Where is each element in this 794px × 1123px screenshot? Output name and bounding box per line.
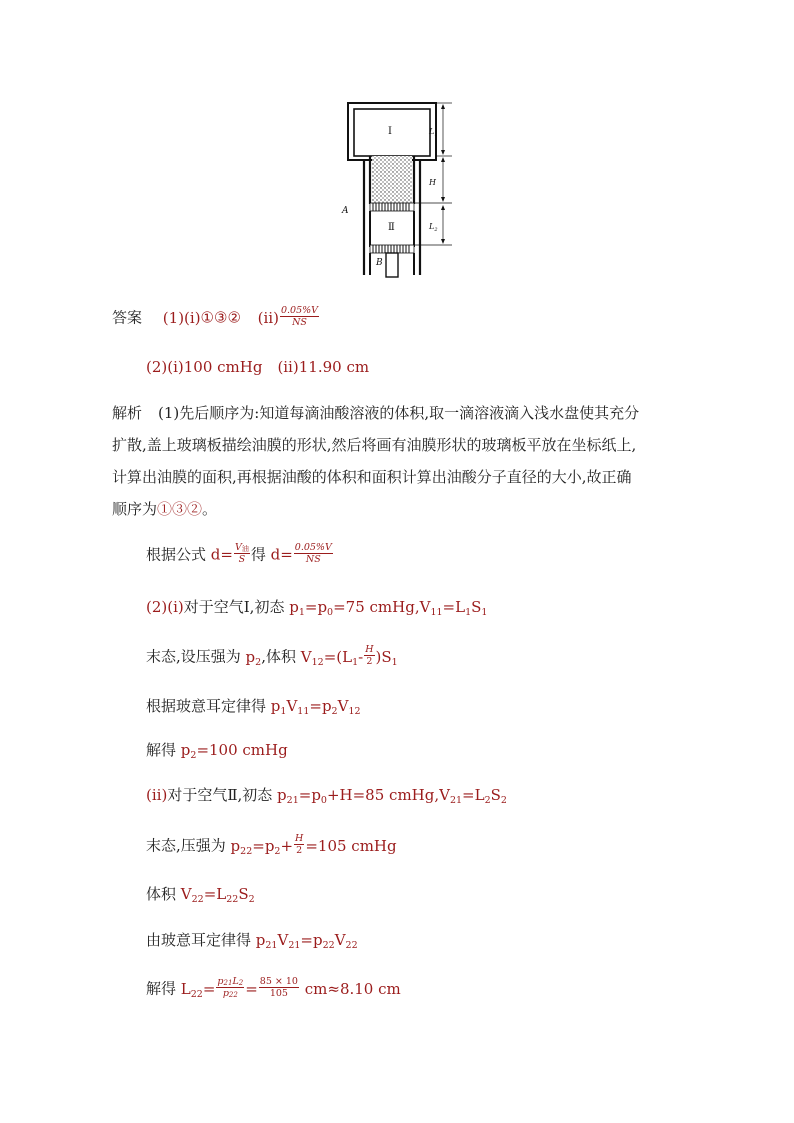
analysis-line-1: (1)先后顺序为:知道每滴油酸溶液的体积,取一滴溶液滴入浅水盘使其充分 (158, 404, 640, 422)
label-chamber-2: Ⅱ (388, 222, 395, 233)
analysis-paragraph (112, 397, 682, 525)
formula-d-fraction: $\frac{V_油}{S}$ (234, 542, 249, 565)
mercury-column-top (372, 156, 412, 204)
formula-d-eq-2: d= (270, 545, 293, 564)
formula-d (146, 544, 334, 567)
solution-step-1: (2)(ⅰ)对于空气Ⅰ,初态 $p_1=p_0=75$ $cmHg,V_{11}=L_1S_1$ (146, 598, 488, 618)
answer-q1-order: ①③② (200, 308, 241, 327)
apparatus-figure (340, 95, 460, 280)
solution-step-7: 体积 $V_{22}=L_{22}S_2$ (146, 885, 255, 905)
label-chamber-1: Ⅰ (388, 126, 392, 137)
answer-q1-ii-prefix: (ⅱ) (257, 308, 279, 327)
analysis-line-2: 扩散,盖上玻璃板描绘油膜的形状,然后将画有油膜形状的玻璃板平放在坐标纸上, (112, 436, 637, 454)
solution-step-2: 末态,设压强为 $p_2$,体积 $V_{12}=(L_1-$ $\frac{H}{2}$ )$S_1$ (146, 644, 398, 668)
answer-line-2: (2)(ⅰ)100 cmHg (ⅱ)11.90 cm (146, 358, 370, 376)
label-A: A (342, 206, 349, 216)
solution-step-5: (ⅱ)对于空气Ⅱ,初态 $p_{21}=p_0+H=85$ $cmHg,V_{21}=L_2S_2$ (146, 786, 507, 806)
analysis-line-3: 计算出油膜的面积,再根据油酸的体积和面积计算出油酸分子直径的大小,故正确 (112, 468, 632, 486)
piston-bottom (370, 245, 414, 253)
analysis-line-4: 顺序为 (112, 500, 158, 518)
solution-step-3: 根据玻意耳定律得 $p_1V_{11}=p_2V_{12}$ (146, 697, 361, 717)
label-L2: $L_2$ (429, 222, 438, 233)
label-B: B (376, 258, 383, 268)
label-L1: $L_1$ (429, 127, 438, 138)
answer-line-1 (112, 307, 320, 330)
analysis-label: 解析 (112, 404, 143, 422)
answer-q1-ii-fraction: $\frac{0.05\%V}{NS}$ (280, 305, 319, 328)
upper-cylinder-inner (354, 109, 430, 156)
piston-top (370, 203, 414, 211)
answer-label: 答案 (112, 308, 143, 327)
formula-d-text-2: 得 (250, 545, 271, 564)
formula-d-text: 根据公式 (146, 545, 211, 564)
analysis-order: ①③② (157, 500, 203, 518)
piston-rod (386, 253, 398, 277)
formula-d-fraction-2: $\frac{0.05\%V}{NS}$ (294, 542, 332, 565)
solution-step-8: 由玻意耳定律得 $p_{21}V_{21}=p_{22}V_{22}$ (146, 931, 358, 951)
solution-step-4: 解得 $p_2=100$ cmHg (146, 741, 288, 761)
analysis-period: 。 (202, 500, 218, 518)
solution-step-6: 末态,压强为 $p_{22}=p_2+$ $\frac{H}{2}$ =105 cmHg (146, 833, 397, 857)
formula-d-eq: d= (210, 545, 233, 564)
solution-step-9: 解得 $L_{22}=$ $\frac{p_{21}L_2}{p_{22}}$ = $\frac{85 \times 10}{105}$ cm≈8.10 cm (146, 976, 401, 1000)
answer-q1-prefix: (1)(ⅰ) (162, 308, 201, 327)
label-H: H (429, 178, 436, 187)
